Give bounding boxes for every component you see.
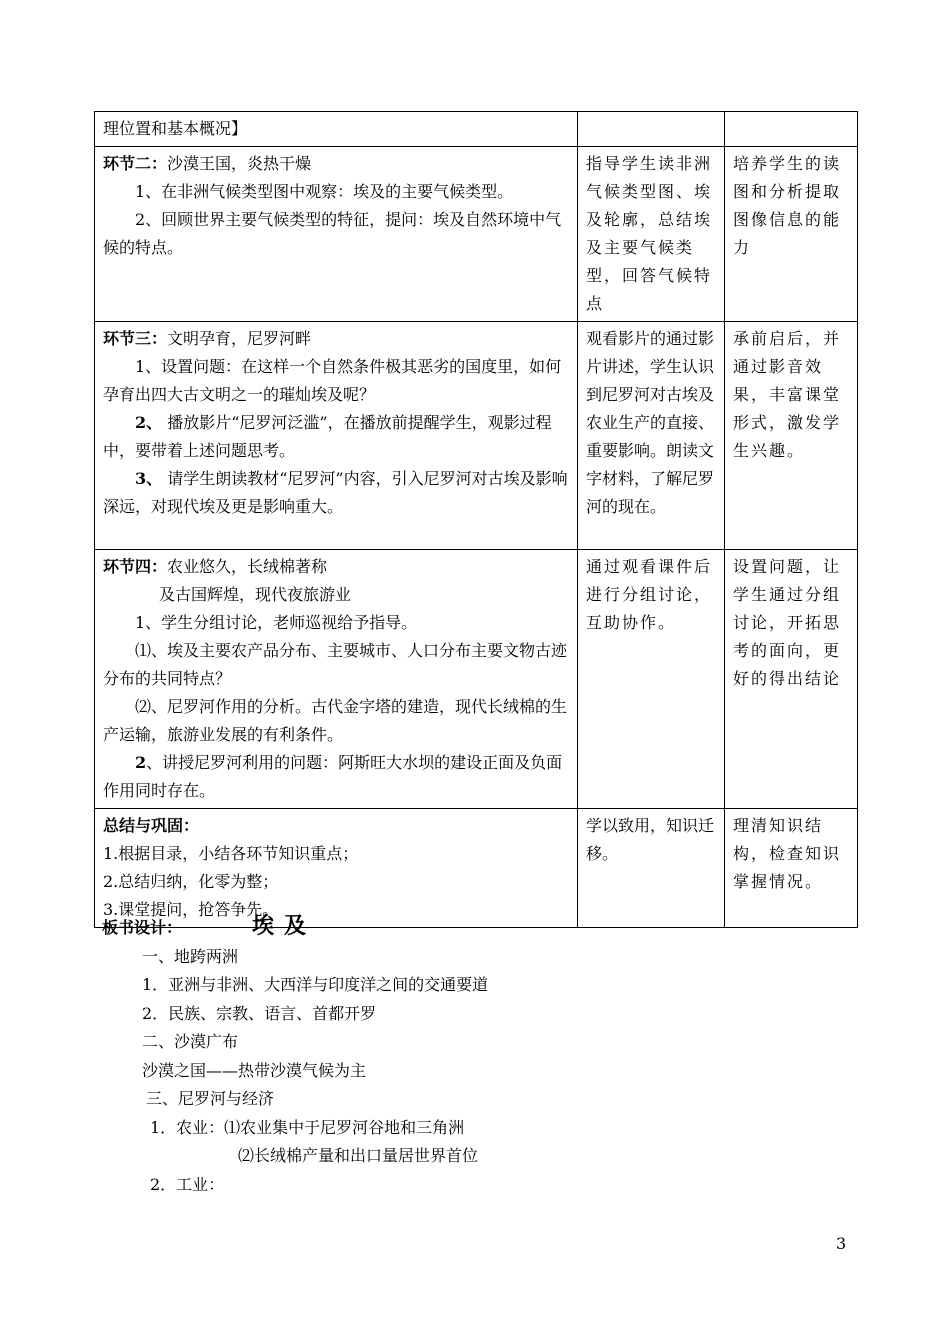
section3-line-2-num: 2、 bbox=[135, 413, 163, 432]
row0-intent bbox=[725, 112, 858, 147]
board-main-title: 埃及 bbox=[252, 913, 317, 939]
board-line-3: 2．民族、宗教、语言、首都开罗 bbox=[142, 1003, 377, 1023]
board-line-2: 1．亚洲与非洲、大西洋与印度洋之间的交通要道 bbox=[142, 975, 489, 994]
section4-content bbox=[95, 550, 578, 809]
board-label: 板书设计： bbox=[102, 918, 183, 937]
summary-line-1: 1.根据目录，小结各环节知识重点； bbox=[103, 844, 359, 863]
section3-method: 观看影片的通过影片讲述，学生认识到尼罗河对古埃及农业生产的直接、重要影响。朗读文字材料，了解尼罗河的现在。 bbox=[578, 322, 725, 550]
summary-intent: 理清知识结构，检查知识掌握情况。 bbox=[725, 809, 858, 928]
board-line-9: 2．工业： bbox=[150, 1174, 225, 1194]
section2-line-2: 2、回顾世界主要气候类型的特征，提问：埃及自然环境中气候的特点。 bbox=[103, 210, 562, 257]
section3-intent: 承前启后，并通过影音效果，丰富课堂形式，激发学生兴趣。 bbox=[725, 322, 858, 550]
table-row bbox=[95, 809, 858, 928]
row0-content: 理位置和基本概况】 bbox=[95, 112, 578, 147]
page-number: 3 bbox=[836, 1234, 847, 1253]
section4-intent: 设置问题，让学生通过分组讨论，开拓思考的面向，更好的得出结论 bbox=[725, 550, 858, 809]
section4-line-3: ⑵、尼罗河作用的分析。古代金字塔的建造，现代长绒棉的生产运输，旅游业发展的有利条件。 bbox=[103, 697, 568, 744]
board-design bbox=[102, 912, 862, 1199]
board-line-4: 二、沙漠广布 bbox=[142, 1032, 239, 1051]
board-line-8: ⑵长绒棉产量和出口量居世界首位 bbox=[238, 1146, 479, 1165]
section3-line-1: 1、设置问题：在这样一个自然条件极其恶劣的国度里，如何孕育出四大古文明之一的璀灿埃及呢？ bbox=[103, 357, 562, 404]
table-row bbox=[95, 322, 858, 550]
section4-subtitle: 及古国辉煌，现代夜旅游业 bbox=[159, 585, 352, 604]
section4-line-4: 、讲授尼罗河利用的问题：阿斯旺大水坝的建设正面及负面作用同时存在。 bbox=[103, 753, 563, 800]
section3-line-3: 请学生朗读教材“尼罗河”内容，引入尼罗河对古埃及影响深远，对现代埃及更是影响重大。 bbox=[103, 469, 568, 516]
section2-line-1: 1、在非洲气候类型图中观察：埃及的主要气候类型。 bbox=[135, 182, 514, 201]
section3-title: 文明孕育，尼罗河畔 bbox=[167, 329, 312, 348]
row0-method bbox=[578, 112, 725, 147]
section4-line-4-num: 2 bbox=[135, 753, 147, 772]
table-row bbox=[95, 112, 858, 147]
section4-line-2: ⑴、埃及主要农产品分布、主要城市、人口分布主要文物古迹分布的共同特点？ bbox=[103, 641, 568, 688]
section2-label: 环节二： bbox=[103, 154, 168, 173]
section2-content bbox=[95, 147, 578, 322]
section4-label: 环节四： bbox=[103, 557, 168, 576]
section2-title: 沙漠王国，炎热干燥 bbox=[167, 154, 312, 173]
section3-line-2: 播放影片“尼罗河泛滥”，在播放前提醒学生，观影过程中，要带着上述问题思考。 bbox=[103, 413, 552, 460]
board-line-1: 一、地跨两洲 bbox=[142, 946, 239, 966]
section4-line-1: 1、学生分组讨论，老师巡视给予指导。 bbox=[135, 613, 418, 632]
section3-line-3-num: 3、 bbox=[135, 469, 163, 488]
section3-label: 环节三： bbox=[103, 329, 168, 348]
table-row bbox=[95, 147, 858, 322]
board-line-6: 三、尼罗河与经济 bbox=[146, 1089, 275, 1108]
board-line-7: 1．农业：⑴农业集中于尼罗河谷地和三角洲 bbox=[150, 1117, 465, 1137]
summary-content bbox=[95, 809, 578, 928]
summary-title: 总结与巩固： bbox=[103, 816, 200, 835]
summary-line-3: 3.课堂提问，抢答争先。 bbox=[103, 900, 279, 919]
summary-method: 学以致用，知识迁移。 bbox=[578, 809, 725, 928]
board-line-5: 沙漠之国——热带沙漠气候为主 bbox=[142, 1060, 367, 1080]
lesson-plan-table bbox=[94, 111, 858, 928]
section4-title: 农业悠久，长绒棉著称 bbox=[167, 557, 328, 576]
table-row bbox=[95, 550, 858, 809]
section2-method: 指导学生读非洲气候类型图、埃及轮廓，总结埃及主要气候类型，回答气候特点 bbox=[578, 147, 725, 322]
section3-content bbox=[95, 322, 578, 550]
section2-intent: 培养学生的读图和分析提取图像信息的能力 bbox=[725, 147, 858, 322]
section4-method: 通过观看课件后进行分组讨论，互助协作。 bbox=[578, 550, 725, 809]
summary-line-2: 2.总结归纳，化零为整； bbox=[103, 872, 279, 891]
